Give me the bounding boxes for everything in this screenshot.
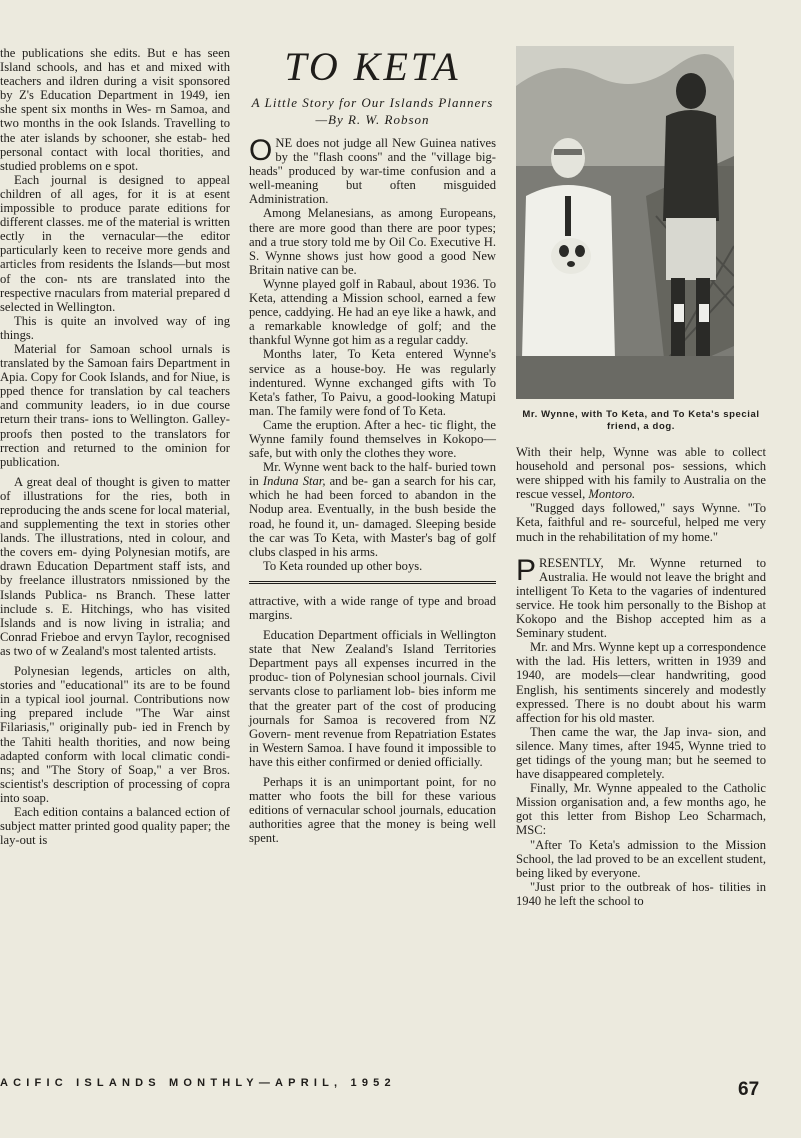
column-right <box>516 46 766 908</box>
photo-illustration <box>516 46 734 399</box>
col3-paragraph: "Rugged days followed," says Wynne. "To Keta, faithful and re- sourceful, helped me very much in the rehabilitation of my home." <box>516 501 766 544</box>
article-paragraph: To Keta rounded up other boys. <box>263 558 423 573</box>
col1-paragraph: Each journal is designed to appeal children of all ages, for it is at esent impossible to produce parate editions for different classes. me of the material is written ectly in the vernacular—the editor particularly keen to receive more gends and articles from residents the Islands—but most of the con- nts are translated into the respective rnaculars from material prepared d selected in Wellington. <box>0 172 230 314</box>
col3-body <box>516 445 766 908</box>
article-paragraph: Among Melanesians, as among Europeans, there are more good than there are poor types; and a true story told me by Oil Co. Executive H. S. Wynne shows just how good a good New Britain native can be. <box>249 206 496 277</box>
article-paragraph: Came the eruption. After a hec- tic flight, the Wynne family found themselves in Kokopo—safe, but with only the clothes they wore. <box>249 417 496 461</box>
col1-paragraph: Material for Samoan school urnals is translated by the Samoan fairs Department in Apia. Copy for Cook Islands, and for Niue, is pped thence for translation by cal teachers and community leaders, io in due course return their trans- ions to Wellington. Galley-proofs then posted to the translators for rrection and returned to the ominion for publication. <box>0 341 230 469</box>
col1-paragraph: A great deal of thought is given to matter of illustrations for the ries, both in reproducing the ands scene for local material, and supplementing the text in stories other lands. The illustrations, nted in colour, and the covers em- dying Polynesian motifs, are drawn Education Department staff ists, and by freelance illustrators nmissioned by the Islands Publica- ns Branch. These latter include s. E. Hitchings, who has visited Islands and is now living in istralia; and Conrad Frieboe and ervyn Taylor, recognised as two of w Zealand's most talented artists. <box>0 474 230 658</box>
running-footer: ACIFIC ISLANDS MONTHLY—APRIL, 1952 <box>0 1077 396 1089</box>
first-paragraph-text: NE does not judge all New Guinea natives by the "flash coons" and the "village big-heads" produced by war-time confusion and a well-meaning but often misguided Administration. <box>249 136 496 207</box>
continued-paragraph: Perhaps it is an unimportant point, for no matter who foots the bill for these various editions of vernacular school journals, education authorities agree that the money is being well spent. <box>249 775 496 846</box>
col3-paragraph: Mr. and Mrs. Wynne kept up a correspondence with the lad. His letters, written in 1939 and 1940, are models—clear handwriting, good English, his sentiments sincerely and modestly expressed. There is no doubt about his warm affection for his old master. <box>516 640 766 725</box>
paragraph-text: With their help, Wynne was able to collect household and personal pos- sessions, which were shipped with his family to Australia on the rescue vessel, <box>516 445 766 502</box>
paragraph-text: and be- gan a search for his car, which he had been forced to abandon in the Nodup area. Eventually, in the bush beside the road, he found it, un- damaged. Sleeping beside the car was To Keta, with Master's bag of golf clubs clasped in his arms. <box>249 474 496 559</box>
article-title: TO KETA <box>284 44 461 89</box>
section-divider <box>249 581 496 584</box>
ship-name: Induna Star, <box>262 474 326 489</box>
article-paragraph: Wynne played golf in Rabaul, about 1936. To Keta, attending a Mission school, earned a few pence, caddying. He had an eye like a hawk, and a remarkable knowledge of golf; and the thankful Wynne got him as a regular caddy. <box>249 276 496 348</box>
page-number: 67 <box>738 1079 760 1100</box>
drop-cap: O <box>249 134 273 167</box>
continued-paragraph: Education Department officials in Wellington state that New Zealand's Island Territories Department pays all expenses incurred in the produc- tion of Polynesian school journals. Civil servants close to parliament lob- bies inform me that the greater part of the cost of producing journals for Samoa is recovered from NZ Govern- ment revenue from Repatriation Estates in Western Samoa. I have found it impossible to have this either confirmed or denied officially. <box>249 628 496 769</box>
article-photo <box>516 46 734 399</box>
photo-caption: Mr. Wynne, with To Keta, and To Keta's special friend, a dog. <box>522 409 760 432</box>
article-body <box>249 136 496 573</box>
col3-paragraph: "Just prior to the outbreak of hos- tilities in 1940 he left the school to <box>516 879 766 908</box>
col1-paragraph: Each edition contains a balanced ection of subject matter printed good quality paper; the lay-out is <box>0 804 230 848</box>
section-first-text: RESENTLY, Mr. Wynne returned to Australia. He would not leave the bright and intelligent To Keta to the vagaries of indentured service. He took him personally to the Bishop at Kokopo and the Bishop accepted him as a Seminary student. <box>516 555 766 641</box>
continued-paragraph: attractive, with a wide range of type and broad margins. <box>249 593 496 622</box>
col3-paragraph: Then came the war, the Jap inva- sion, and silence. Many times, after 1945, Wynne tried to get tidings of the young man; but he seemed to have disappeared completely. <box>516 724 766 782</box>
col1-paragraph: This is quite an involved way of ing things. <box>0 313 230 342</box>
continued-text <box>249 594 496 846</box>
article-first-paragraph <box>249 136 496 206</box>
article-paragraph: Months later, To Keta entered Wynne's service as a house-boy. He was regularly indentured. Wynne exchanged gifts with To Keta's father, To Paivu, a good-looking Matupi man. The family were fond of To Keta. <box>249 347 496 418</box>
article-paragraph <box>249 460 496 559</box>
paragraph-text: Mr. Wynne went back to the half- buried town in <box>249 460 496 489</box>
col1-paragraph: Polynesian legends, articles on alth, stories and "educational" its are to be found in a typical iool journal. Contributions now ing prepared include "The War ainst Filariasis," originally pub- ied in French by the Tahiti health thorities, and now being adapted conform with local climatic condi- ns; and "The Story of Soap," a ver Bros. scientist's description of processing of copra into soap. <box>0 664 230 805</box>
column-left <box>0 46 230 847</box>
drop-cap: P <box>516 553 537 587</box>
col1-paragraph: the publications she edits. But e has seen Island schools, and has et and mixed with teachers and ildren during a visit sponsored by Z's Education Department in 1949, ien she spent six months in Wes- rn Samoa, and two months in the ook Islands. Travelling to the ater islands by schooner, she estab- hed personal contact with local thorities, and studied problems on e spot. <box>0 46 230 173</box>
col3-paragraph: "After To Keta's admission to the Mission School, the lad proved to be an excellent student, being liked by everyone. <box>516 837 766 880</box>
column-middle <box>249 46 496 846</box>
col3-paragraph <box>516 445 766 501</box>
article-byline: A Little Story for Our Islands Planners—By R. W. Robson <box>251 95 494 127</box>
col3-section-start <box>516 553 766 641</box>
col3-paragraph: Finally, Mr. Wynne appealed to the Catholic Mission organisation and, a few months ago, he got this letter from Bishop Leo Scharmach, MSC: <box>516 781 766 838</box>
ship-name: Montoro. <box>588 487 636 502</box>
